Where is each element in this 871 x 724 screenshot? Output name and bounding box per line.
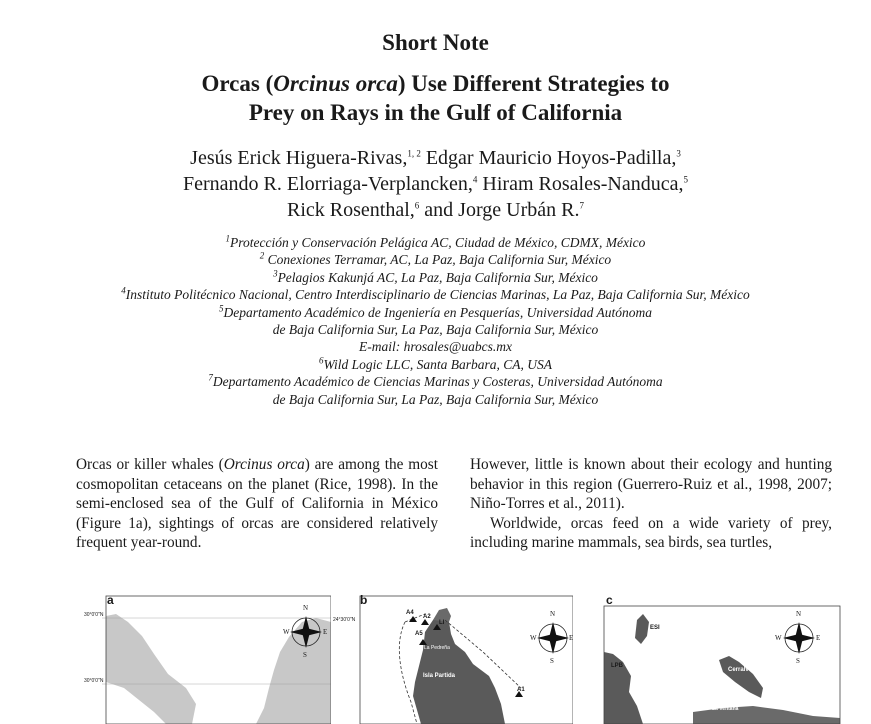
title-text: ) Use Different Strategies to [397, 71, 670, 96]
author: Edgar Mauricio Hoyos-Padilla, [420, 147, 677, 169]
affiliation-email [0, 338, 871, 355]
figure-panel-b [333, 592, 573, 724]
compass-s: S [550, 657, 554, 665]
place-label: La Ventana [712, 706, 739, 712]
affiliation-text: Protección y Conservación Pelágica AC, Ciudad de México, CDMX, México [230, 235, 646, 250]
point-label: LI [439, 620, 445, 626]
author: Rick Rosenthal, [287, 199, 415, 221]
affiliation [0, 251, 871, 268]
affiliation-text: Departamento Académico de Ciencias Marinas y Costeras, Universidad Autónoma [212, 374, 663, 390]
author-sup: 6 [414, 200, 420, 211]
lat-label: 24°30'0"N [333, 617, 356, 623]
point-label: A5 [415, 631, 423, 637]
compass-e: E [569, 634, 573, 642]
place-label: ESI [650, 625, 660, 631]
affiliation-sup: 3 [273, 268, 278, 279]
author-sup: 5 [683, 174, 688, 185]
figure-panel-c [603, 592, 841, 724]
compass-s: S [796, 657, 800, 665]
affiliation-sup: 1 [225, 233, 231, 244]
lat-label: 30°0'0"N [84, 678, 104, 684]
affiliation-text: de Baja California Sur, La Paz, Baja California Sur, México [272, 391, 599, 407]
body-column-right [470, 455, 832, 553]
affiliation [0, 286, 871, 303]
lat-label: 30°0'0"N [84, 612, 104, 618]
point-label: A2 [423, 614, 431, 620]
affiliation-text: E-mail: hrosales@uabcs.mx [359, 339, 512, 355]
body-text: ) are among the most cosmopolitan cetaceans on the planet (Rice, 1998). In the semi-enclosed sea of the Gulf of California in México (Figure 1a), sightings of orcas are considered relatively frequent year-round. [76, 456, 438, 552]
author-sup: 7 [579, 200, 584, 211]
affiliation [0, 373, 871, 390]
affiliation-text: Conexiones Terramar, AC, La Paz, Baja California Sur, México [264, 252, 612, 268]
author-sup: 3 [676, 148, 681, 159]
figure-panel-a [84, 592, 331, 724]
title-text: Orcas ( [201, 71, 274, 96]
author-sup: 1, 2 [407, 148, 421, 159]
affiliation-sup: 2 [259, 250, 265, 261]
affiliation-text: Wild Logic LLC, Santa Barbara, CA, USA [323, 356, 552, 372]
author-sup: 4 [472, 174, 478, 185]
compass-e: E [816, 634, 821, 642]
body-column-left [76, 455, 438, 553]
author: Hiram Rosales-Nanduca, [477, 173, 684, 195]
place-label: La Pedreña [424, 645, 450, 651]
affiliation [0, 234, 871, 251]
compass-s: S [303, 651, 307, 659]
title-text: Prey on Rays in the Gulf of California [248, 100, 623, 125]
affiliation [0, 321, 871, 338]
affiliation-list [0, 234, 871, 408]
map-c [603, 592, 841, 724]
affiliation-sup: 6 [319, 355, 324, 366]
place-label: Isla Partida [423, 673, 456, 679]
affiliation-text: Pelagios Kakunjá AC, La Paz, Baja California Sur, México [277, 269, 598, 285]
affiliation-text: Instituto Politécnico Nacional, Centro Interdisciplinario de Ciencias Marinas, La Paz, Baja California Sur, México [125, 287, 750, 303]
author: and Jorge Urbán R. [419, 199, 580, 221]
affiliation [0, 269, 871, 286]
affiliation-sup: 5 [219, 303, 224, 314]
compass-e: E [323, 628, 328, 636]
place-label: LPB [611, 663, 623, 669]
compass-w: W [775, 634, 782, 642]
paragraph: However, little is known about their ecology and hunting behavior in this region (Guerrero-Ruiz et al., 1998, 2007; Niño-Torres et al., 2011). [470, 456, 832, 513]
compass-w: W [283, 628, 290, 636]
panel-label: c [606, 593, 613, 607]
title-species: Orcinus orca [273, 71, 398, 96]
point-label: A4 [406, 610, 414, 616]
paragraph [76, 455, 438, 553]
body-text: Orcas or killer whales ( [76, 456, 224, 473]
affiliation-sup: 4 [121, 285, 126, 296]
panel-label: b [360, 593, 368, 607]
compass-n: N [303, 604, 309, 612]
author: Jesús Erick Higuera-Rivas, [190, 147, 408, 169]
compass-n: N [550, 610, 556, 618]
affiliation [0, 356, 871, 373]
place-label: Cerralvo Island [728, 667, 772, 673]
affiliation-sup: 7 [208, 372, 213, 383]
author-list [0, 145, 871, 223]
affiliation-text: de Baja California Sur, La Paz, Baja California Sur, México [272, 322, 599, 338]
compass-n: N [796, 610, 802, 618]
author: Fernando R. Elorriaga-Verplancken, [183, 173, 473, 195]
point-label: A1 [517, 687, 525, 693]
paper-title [0, 69, 871, 127]
section-label: Short Note [382, 30, 489, 55]
map-b [333, 592, 573, 724]
map-a [84, 592, 331, 724]
affiliation [0, 304, 871, 321]
affiliation [0, 391, 871, 408]
paragraph: Worldwide, orcas feed on a wide variety of prey, including marine mammals, sea birds, sea turtles, [470, 514, 832, 552]
compass-w: W [530, 634, 537, 642]
species-name: Orcinus orca [223, 456, 305, 473]
affiliation-text: Departamento Académico de Ingeniería en Pesquerías, Universidad Autónoma [223, 304, 652, 320]
panel-label: a [107, 593, 114, 607]
